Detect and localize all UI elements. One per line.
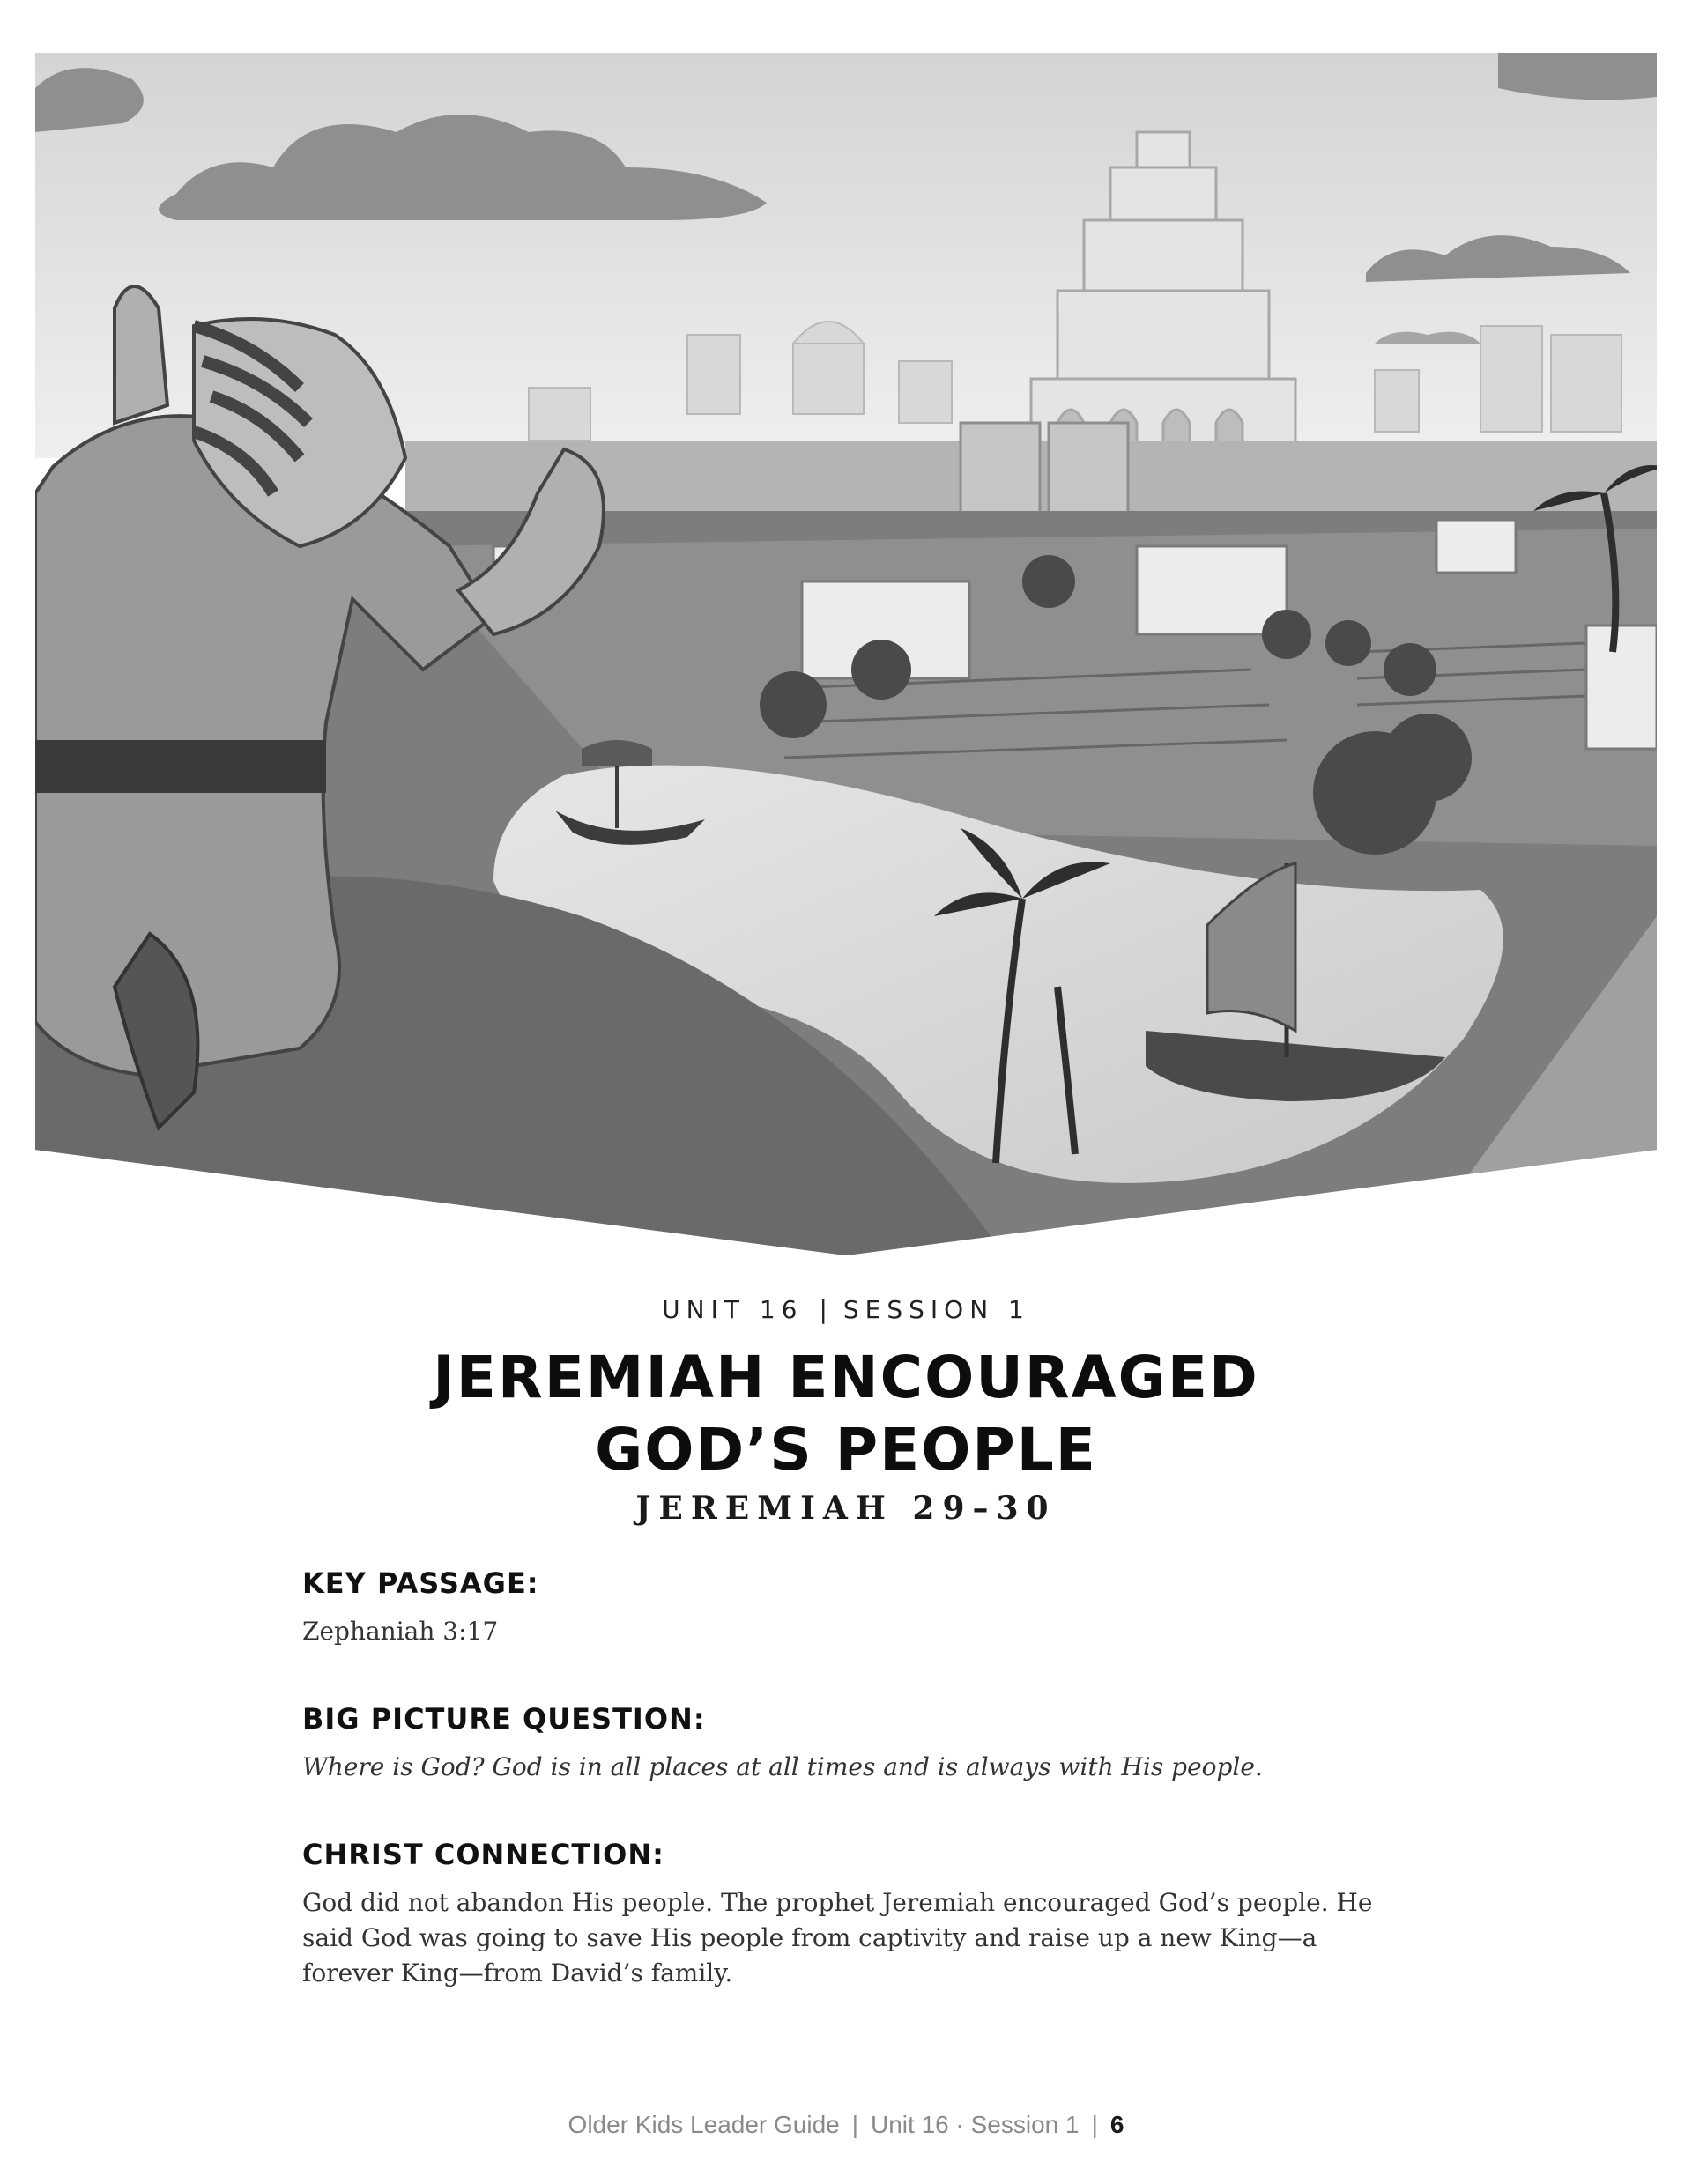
unit-label: UNIT 16 [662,1295,804,1324]
key-passage-heading: KEY PASSAGE: [302,1566,539,1600]
christ-connection-heading: CHRIST CONNECTION: [302,1838,664,1871]
page-number: 6 [1109,2111,1124,2138]
session-label: SESSION 1 [842,1295,1030,1324]
unit-session-label [0,1295,1692,1324]
footer-unit-session: Unit 16 · Session 1 [871,2111,1080,2138]
key-passage-section [302,1566,1395,1649]
lesson-header [0,1295,1692,1527]
christ-connection-text: God did not abandon His people. The prophet Jeremiah encouraged God’s people. He said God was going to save His people from captivity and raise up a new King—a forever King—from David’s family. [302,1888,1373,1988]
key-passage-text: Zephaniah 3:17 [302,1617,499,1646]
christ-connection-section [302,1838,1395,1991]
big-picture-question-text: Where is God? God is in all places at all times and is always with His people. [302,1752,1263,1781]
footer-divider: | [851,2111,859,2138]
big-picture-question-heading: BIG PICTURE QUESTION: [302,1702,706,1736]
scripture-reference: JEREMIAH 29–30 [635,1490,1057,1527]
page-footer [0,2111,1692,2139]
lesson-title-line-1: JEREMIAH ENCOURAGED [433,1344,1259,1411]
lesson-title-line-2: GOD’S PEOPLE [595,1416,1097,1484]
unit-session-divider: | [819,1295,827,1324]
illustration-svg [35,53,1657,1255]
lesson-overview [302,1566,1395,2044]
footer-guide-title: Older Kids Leader Guide [568,2111,840,2138]
lesson-title [0,1342,1692,1486]
hero-illustration [35,53,1657,1255]
footer-divider: | [1091,2111,1098,2138]
big-picture-question-section [302,1702,1395,1785]
